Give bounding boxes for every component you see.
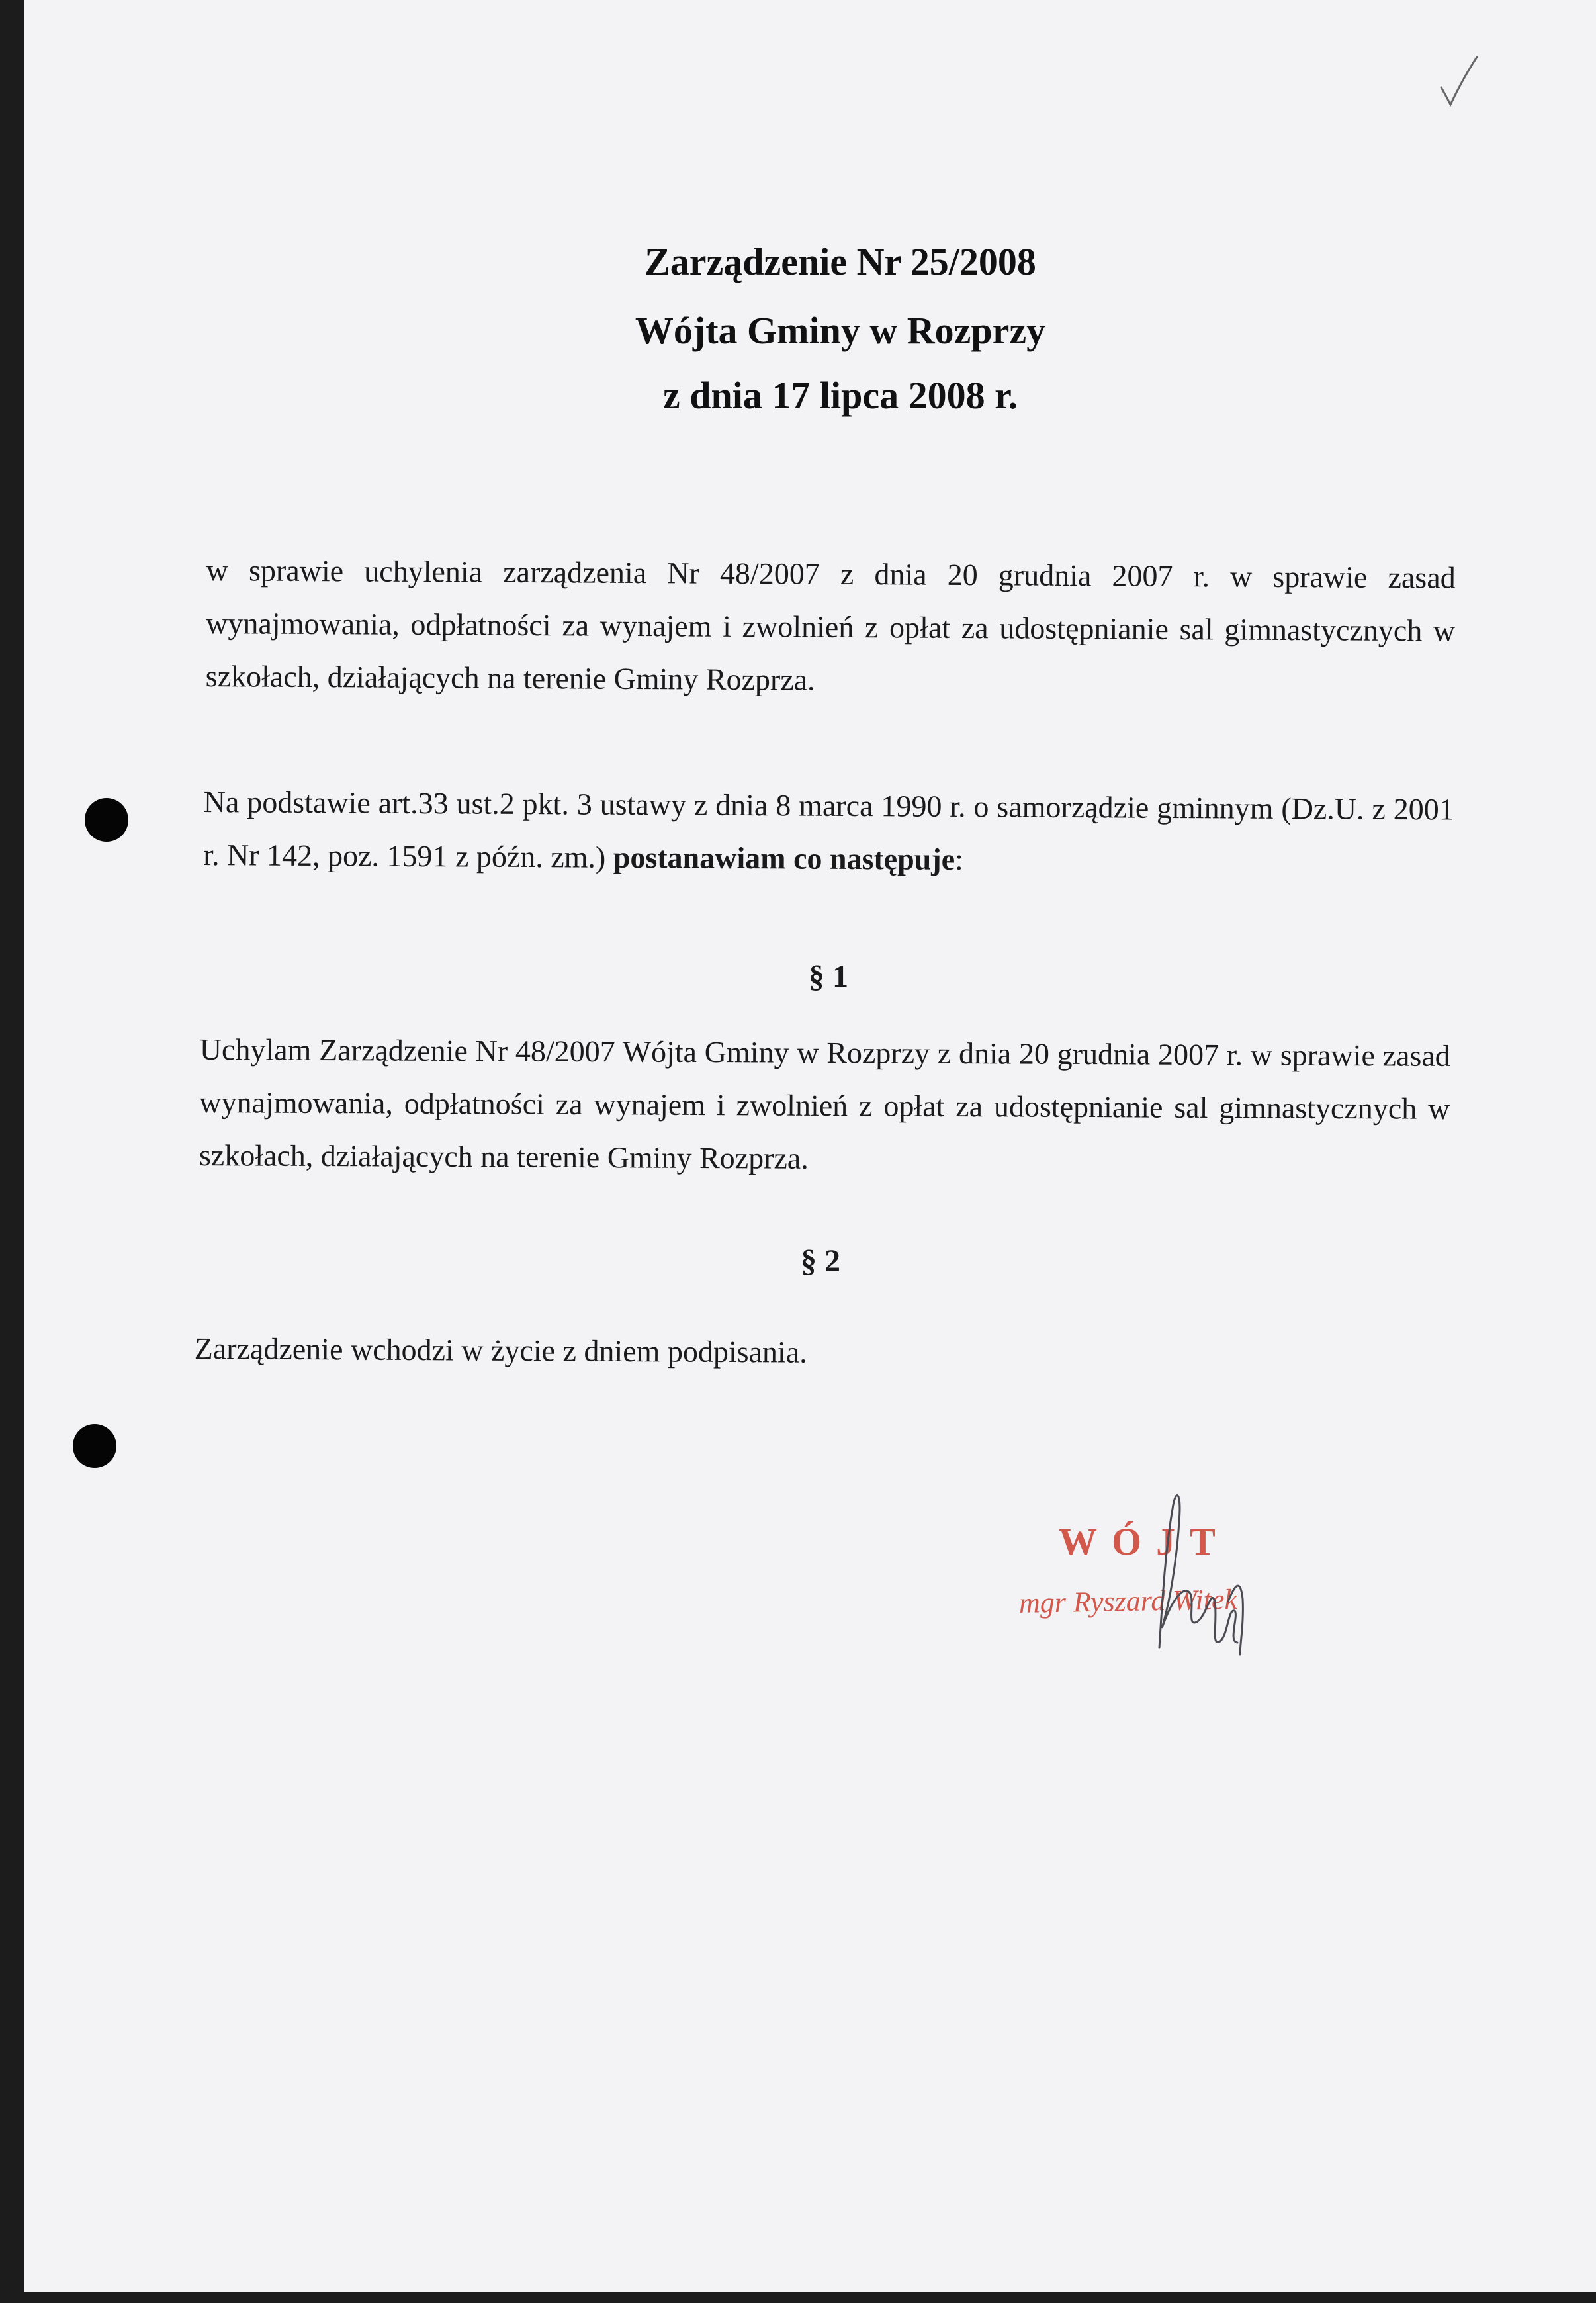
stamp-title: WÓJT — [1059, 1520, 1230, 1563]
section-mark-2: § 2 — [801, 1243, 840, 1279]
section-mark-1: § 1 — [809, 959, 848, 994]
document-issuer: Wójta Gminy w Rozprzy — [635, 309, 1046, 352]
scan-border-bottom — [0, 2292, 1596, 2303]
legal-basis-colon: : — [954, 842, 964, 877]
checkmark-icon — [1436, 53, 1482, 113]
handwritten-signature — [1098, 1469, 1310, 1668]
document-subject: w sprawie uchylenia zarządzenia Nr 48/2007 z dnia 20 grudnia 2007 r. w sprawie zasad wynajmowania, odpłatności za wynajem i zwolnień z opłat za udostępnianie sal gimnastycznych w szkołach, działających na terenie Gminy Rozprza. — [205, 553, 1456, 697]
legal-basis-emphasis: postanawiam co następuje — [613, 840, 955, 876]
stamp-name: mgr Ryszard Witek — [1018, 1583, 1238, 1619]
scan-border-left — [0, 0, 24, 2303]
section-1-text: Uchylam Zarządzenie Nr 48/2007 Wójta Gminy w Rozprzy z dnia 20 grudnia 2007 r. w sprawie zasad wynajmowania, odpłatności za wynajem i zwolnień z opłat za udostępnianie sal gimnastycznych w szkołach, działających na terenie Gminy Rozprza. — [199, 1032, 1450, 1175]
punch-hole — [73, 1424, 116, 1468]
section-2-text: Zarządzenie wchodzi w życie z dniem podpisania. — [194, 1331, 807, 1369]
document-title: Zarządzenie Nr 25/2008 — [644, 240, 1036, 283]
document-date: z dnia 17 lipca 2008 r. — [662, 374, 1018, 417]
legal-basis-text: Na podstawie art.33 ust.2 pkt. 3 ustawy z dnia 8 marca 1990 r. o samorządzie gminnym (Dz.U. z 2001 r. Nr 142, poz. 1591 z późn. zm.) — [203, 784, 1454, 874]
punch-hole — [85, 798, 128, 842]
legal-basis — [203, 776, 1454, 889]
